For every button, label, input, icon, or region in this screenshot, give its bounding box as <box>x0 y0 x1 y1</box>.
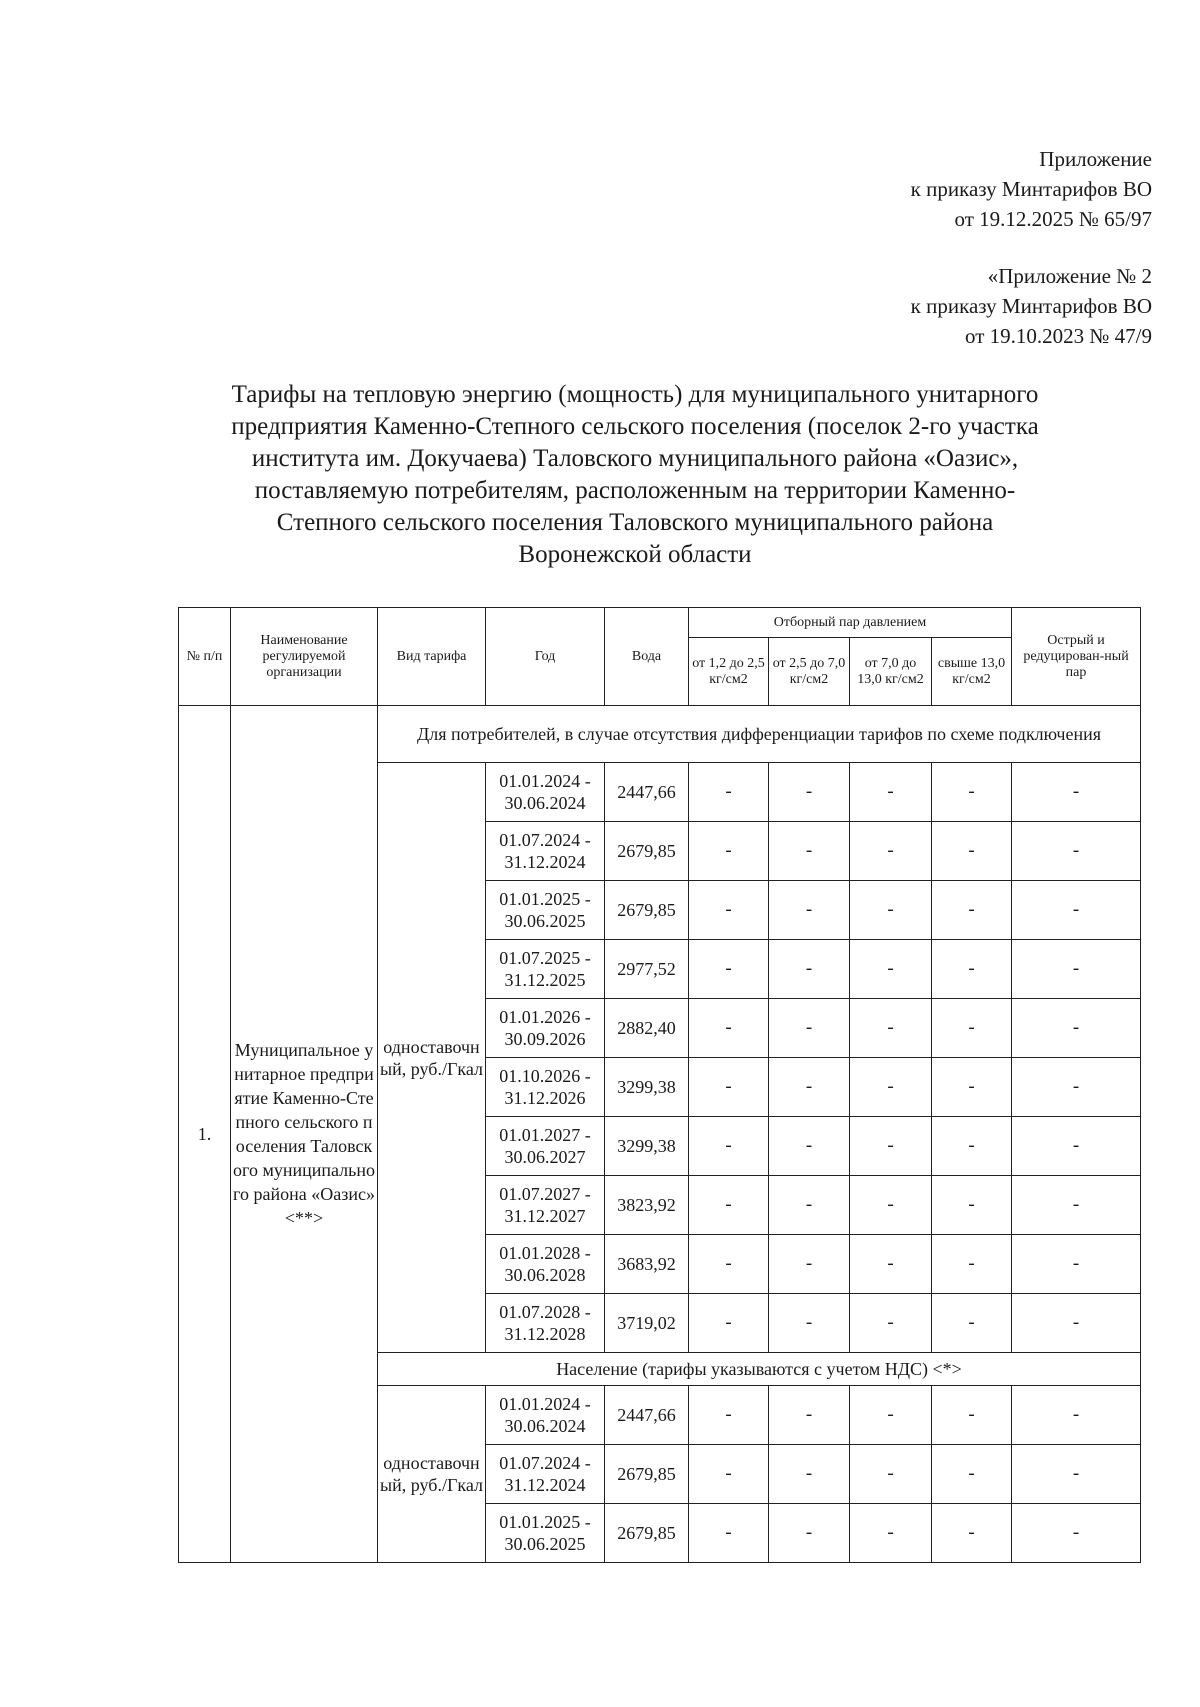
steam-2-value: - <box>769 1058 850 1117</box>
steam-1-value: - <box>689 1235 769 1294</box>
steam-4-value: - <box>932 1445 1012 1504</box>
tariff-type: одноставочный, руб./Гкал <box>378 763 486 1353</box>
header-steam-2: от 2,5 до 7,0 кг/см2 <box>769 638 850 706</box>
steam-1-value: - <box>689 999 769 1058</box>
steam-4-value: - <box>932 881 1012 940</box>
steam-1-value: - <box>689 1445 769 1504</box>
steam-4-value: - <box>932 1235 1012 1294</box>
steam-1-value: - <box>689 763 769 822</box>
steam-1-value: - <box>689 1294 769 1353</box>
steam-4-value: - <box>932 1386 1012 1445</box>
steam-4-value: - <box>932 1504 1012 1563</box>
appendix-ref-line: к приказу Минтарифов ВО <box>910 294 1152 318</box>
water-value: 2679,85 <box>605 881 689 940</box>
sharp-steam-value: - <box>1012 999 1141 1058</box>
appendix-ref-line: «Приложение № 2 <box>987 264 1152 288</box>
steam-4-value: - <box>932 999 1012 1058</box>
steam-1-value: - <box>689 822 769 881</box>
steam-3-value: - <box>850 1445 932 1504</box>
period-cell: 01.01.2024 - 30.06.2024 <box>486 1386 605 1445</box>
steam-3-value: - <box>850 1504 932 1563</box>
period-cell: 01.10.2026 - 31.12.2026 <box>486 1058 605 1117</box>
water-value: 3719,02 <box>605 1294 689 1353</box>
steam-3-value: - <box>850 881 932 940</box>
header-steam-1: от 1,2 до 2,5 кг/см2 <box>689 638 769 706</box>
steam-1-value: - <box>689 881 769 940</box>
water-value: 3299,38 <box>605 1058 689 1117</box>
water-value: 2679,85 <box>605 1445 689 1504</box>
steam-3-value: - <box>850 1117 932 1176</box>
title-line: поставляемую потребителям, расположенным на территории Каменно- <box>254 477 1016 504</box>
appendix-line: к приказу Минтарифов ВО <box>910 177 1152 201</box>
steam-3-value: - <box>850 999 932 1058</box>
steam-2-value: - <box>769 1117 850 1176</box>
steam-4-value: - <box>932 1117 1012 1176</box>
header-tariff-type: Вид тарифа <box>378 608 486 706</box>
steam-2-value: - <box>769 822 850 881</box>
steam-1-value: - <box>689 940 769 999</box>
water-value: 2679,85 <box>605 822 689 881</box>
header-steam-group: Отборный пар давлением <box>689 608 1012 638</box>
water-value: 3299,38 <box>605 1117 689 1176</box>
header-water: Вода <box>605 608 689 706</box>
title-line: института им. Докучаева) Таловского муниципального района «Оазис», <box>251 445 1019 472</box>
header-num: № п/п <box>179 608 231 706</box>
water-value: 2679,85 <box>605 1504 689 1563</box>
sharp-steam-value: - <box>1012 1176 1141 1235</box>
sharp-steam-value: - <box>1012 822 1141 881</box>
header-year: Год <box>486 608 605 706</box>
steam-2-value: - <box>769 1176 850 1235</box>
period-cell: 01.01.2027 - 30.06.2027 <box>486 1117 605 1176</box>
steam-1-value: - <box>689 1058 769 1117</box>
steam-4-value: - <box>932 1294 1012 1353</box>
steam-4-value: - <box>932 1058 1012 1117</box>
steam-1-value: - <box>689 1386 769 1445</box>
period-cell: 01.01.2025 - 30.06.2025 <box>486 881 605 940</box>
period-cell: 01.07.2027 - 31.12.2027 <box>486 1176 605 1235</box>
sharp-steam-value: - <box>1012 1117 1141 1176</box>
sharp-steam-value: - <box>1012 1235 1141 1294</box>
steam-2-value: - <box>769 999 850 1058</box>
title-line: Тарифы на тепловую энергию (мощность) для муниципального унитарного <box>231 381 1039 408</box>
steam-2-value: - <box>769 1445 850 1504</box>
header-steam-4: свыше 13,0 кг/см2 <box>932 638 1012 706</box>
tariff-table <box>178 607 1141 1563</box>
organization-name: Муниципальное унитарное предприятие Каменно-Степного сельского поселения Таловского муниципального района «Оазис» <**> <box>231 706 378 1563</box>
steam-1-value: - <box>689 1504 769 1563</box>
section-row <box>179 706 1141 763</box>
period-cell: 01.01.2025 - 30.06.2025 <box>486 1504 605 1563</box>
appendix-line: от 19.12.2025 № 65/97 <box>954 207 1152 231</box>
sharp-steam-value: - <box>1012 1386 1141 1445</box>
steam-2-value: - <box>769 1294 850 1353</box>
steam-3-value: - <box>850 1058 932 1117</box>
steam-2-value: - <box>769 940 850 999</box>
appendix-reference <box>911 261 1152 351</box>
steam-4-value: - <box>932 940 1012 999</box>
steam-4-value: - <box>932 822 1012 881</box>
steam-4-value: - <box>932 763 1012 822</box>
period-cell: 01.07.2025 - 31.12.2025 <box>486 940 605 999</box>
period-cell: 01.07.2024 - 31.12.2024 <box>486 822 605 881</box>
sharp-steam-value: - <box>1012 881 1141 940</box>
steam-1-value: - <box>689 1176 769 1235</box>
period-cell: 01.07.2024 - 31.12.2024 <box>486 1445 605 1504</box>
appendix-ref-line: от 19.10.2023 № 47/9 <box>964 324 1152 348</box>
table-header <box>179 608 1141 706</box>
header-org: Наименование регулируемой организации <box>231 608 378 706</box>
steam-3-value: - <box>850 1176 932 1235</box>
period-cell: 01.01.2024 - 30.06.2024 <box>486 763 605 822</box>
steam-2-value: - <box>769 1235 850 1294</box>
document-title <box>170 379 1100 571</box>
sharp-steam-value: - <box>1012 940 1141 999</box>
header-sharp-steam: Острый и редуцирован-ный пар <box>1012 608 1141 706</box>
section-title: Для потребителей, в случае отсутствия дифференциации тарифов по схеме подключения <box>378 706 1141 763</box>
steam-1-value: - <box>689 1117 769 1176</box>
steam-4-value: - <box>932 1176 1012 1235</box>
appendix-header <box>911 144 1152 234</box>
steam-2-value: - <box>769 763 850 822</box>
steam-3-value: - <box>850 763 932 822</box>
steam-3-value: - <box>850 940 932 999</box>
tariff-type: одноставочный, руб./Гкал <box>378 1386 486 1563</box>
steam-2-value: - <box>769 1386 850 1445</box>
table-body <box>179 706 1141 1563</box>
period-cell: 01.01.2026 - 30.09.2026 <box>486 999 605 1058</box>
row-number: 1. <box>179 706 231 1563</box>
water-value: 2977,52 <box>605 940 689 999</box>
title-line: Степного сельского поселения Таловского муниципального района <box>276 509 994 536</box>
water-value: 2447,66 <box>605 1386 689 1445</box>
period-cell: 01.07.2028 - 31.12.2028 <box>486 1294 605 1353</box>
steam-3-value: - <box>850 1235 932 1294</box>
water-value: 2882,40 <box>605 999 689 1058</box>
water-value: 3683,92 <box>605 1235 689 1294</box>
steam-3-value: - <box>850 1294 932 1353</box>
title-line: Воронежской области <box>518 541 752 568</box>
title-line: предприятия Каменно-Степного сельского поселения (поселок 2-го участка <box>231 413 1039 440</box>
water-value: 2447,66 <box>605 763 689 822</box>
sharp-steam-value: - <box>1012 1504 1141 1563</box>
appendix-line: Приложение <box>1039 147 1152 171</box>
sharp-steam-value: - <box>1012 1294 1141 1353</box>
steam-2-value: - <box>769 1504 850 1563</box>
sharp-steam-value: - <box>1012 763 1141 822</box>
steam-3-value: - <box>850 1386 932 1445</box>
section-title: Население (тарифы указываются с учетом НДС) <*> <box>378 1353 1141 1386</box>
water-value: 3823,92 <box>605 1176 689 1235</box>
sharp-steam-value: - <box>1012 1058 1141 1117</box>
steam-3-value: - <box>850 822 932 881</box>
sharp-steam-value: - <box>1012 1445 1141 1504</box>
period-cell: 01.01.2028 - 30.06.2028 <box>486 1235 605 1294</box>
steam-2-value: - <box>769 881 850 940</box>
header-steam-3: от 7,0 до 13,0 кг/см2 <box>850 638 932 706</box>
